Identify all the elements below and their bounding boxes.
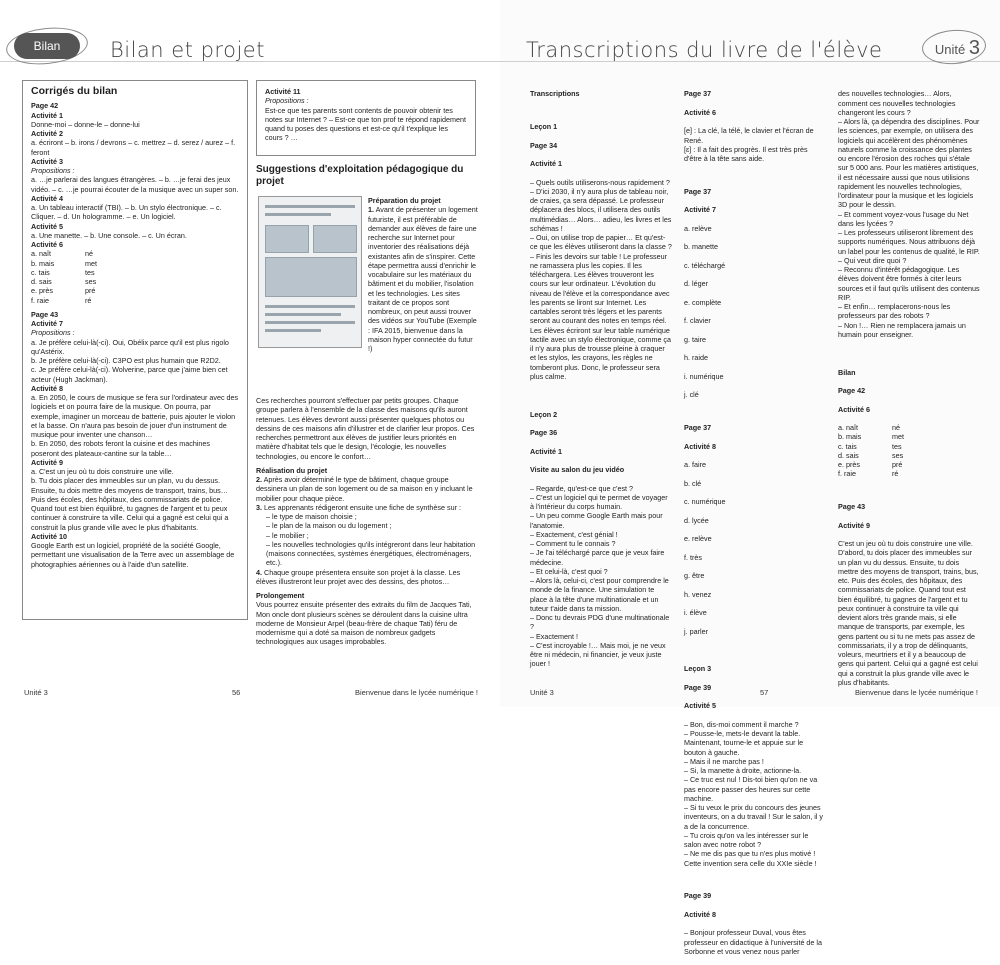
list-item: d. sais ses [31,277,97,286]
answer-text: a. C'est un jeu où tu dois construire une ville. [31,467,174,476]
preparation-block [368,196,478,353]
list-item: d. léger [684,279,708,289]
list-item: j. clé [684,390,699,400]
activity-heading: Activité 8 [684,441,716,451]
propositions-label: Propositions : [31,166,75,175]
propositions-label: Propositions : [31,328,75,338]
answer-text: Est-ce que tes parents sont contents de pouvoir obtenir tes notes sur Internet ? – Est-ce que ton prof te répond rapidement quand tu poses des questions et est-ce qu'il t'explique les cours ? … [265,105,466,143]
paragraph: Ces recherches pourront s'effectuer par petits groupes. Chaque groupe parlera à l'ensemble de la classe des maisons qu'ils auront retenues. Les élèves devront aussi présenter quelques photos ou dessins de ces maisons afin d'illustrer et de clarifier leur propos. Ces recherches permettront aux élèves de justifier leurs priorités en matière d'habitat tels que le design, l'écologie, les nouvelles technologies, ou encore le confort… [256,396,475,461]
right-page-number: 57 [760,688,769,697]
step-4-text: 4. Chaque groupe présentera ensuite son projet à la classe. Les élèves illustreront leur projet avec des dessins, des photos… [256,567,461,586]
answer-text: Google Earth est un logiciel, propriété de la société Google, permettant une visualisation de la Terre avec un assemblage de photographies aériennes ou à l'aide d'un satellite. [31,541,235,569]
transcriptions-column-3 [838,80,980,696]
corriges-box [22,80,248,620]
subsection-heading: Préparation du projet [368,196,441,205]
paragraph: Vous pourrez ensuite présenter des extraits du film de Jacques Tati, Mon oncle dont plusieurs scènes se déroulent dans la cuisine ultra moderne de Monsieur Arpel (beau-frère de chaque Tati) féru de modernisme qui a doté sa maison de nombreux gadgets technologiques aux usages improbables. [256,600,472,647]
list-item: d. lycée [684,515,709,525]
section-heading: Bilan [838,367,856,377]
list-item: h. raide [684,353,708,363]
page-heading: Page 39 [684,682,712,692]
activity-heading: Activité 7 [684,205,716,215]
homophone-list [838,423,980,479]
page-heading: Page 37 [684,423,712,432]
transcript-text: – Regarde, qu'est-ce que c'est ? – C'est un logiciel qui te permet de voyager à l'intérieur du corps humain. – Un peu comme Google Earth mais pour l'anatomie. – Exactement, c'est génial ! – Comment tu le connais ? – Je l'ai téléchargé parce que je veux faire médecine. – Et celui-là, c'est quoi ? – Alors là, celui-ci, c'est pour comprendre le monde de la finance. Une simulation te place à la tête d'une multinationale et un tuteur t'aide dans ta mission. – Donc tu devrais PDG d'une multinationale ? – Exactement ! – C'est incroyable !… Mais moi, je ne veux être ni médecin, ni financier, je veux juste jouer ! [530,483,670,669]
activity-heading: Activité 4 [31,193,63,203]
list-item: f. raie ré [31,295,92,305]
suggestions-title: Suggestions d'exploitation pédagogique du projet [256,164,464,187]
activity-heading: Activité 1 [530,446,562,456]
activity-heading: Activité 5 [684,701,716,711]
transcript-text: – Quels outils utiliserons-nous rapidement ? – D'ici 2030, il n'y aura plus de tableau noir, de craies, ça sera dépassé. Le professeur déplacera des blocs, il utilisera des outils multimédias… Alors… adieu, les livres et les schémas ! – Oui, on utilise trop de papier… Et qu'est-ce que les élèves utiliseront dans la classe ? – Finis les devoirs sur table ! Le professeur ne ramassera plus les copies. Il les téléchargera. Les élèves trouveront les cours sur leur ordinateur. L'évolution du niveau de l'élève et la correspondance avec les parents se liront sur Internet. Les cartables seront très légers et les parents seront au courant des notes en temps réel. Les élèves écriront sur leur table numérique tactile avec un stylo électronique, comme ça il n'y aura plus de trousse pleine à craquer et les stylos, les crayons, les règles ne tomberont plus. Donc, le professeur sera plus calme. [530,177,672,381]
activity-heading: Activité 11 [265,87,301,96]
list-item: b. mais met [838,432,904,442]
page-heading: Page 37 [684,186,712,196]
activity-heading: Activité 8 [684,909,716,919]
right-page-title: Transcriptions du livre de l'élève [526,38,883,62]
transcriptions-column-1 [530,80,672,678]
subsection-heading: Prolongement [256,591,305,600]
left-header [0,0,500,62]
list-item: f. clavier [684,316,711,326]
activity-heading: Activité 2 [31,129,63,138]
step-1-text: 1. Avant de présenter un logement futuriste, il est préférable de demander aux élèves de faire une recherche sur Internet pour inventorier des réalisations déjà existantes afin de s'inspirer. Cette étape permettra aussi d'enrichir le vocabulaire sur les matériaux du bâtiment et du mobilier, l'isolation et les technologies. Les sites traitant de ce propos sont nombreux, on peut aussi trouver des vidéos sur YouTube (Exemple : IFA 2015, bienvenue dans la maison hyper connectée du futur !) [368,205,478,353]
list-item: c. tais tes [31,267,95,277]
transcript-text: des nouvelles technologies… Alors, comment ces nouvelles technologies changeront les cours ? – Alors là, ça dépendra des disciplines. Pour les sciences, par exemple, on utilisera des logiciels qui accélèrent des phénomènes naturels comme la croissance des plantes ou encore l'érosion des roches qui s'étale sur 5 000 ans. Pour les matières artistiques, il est nécessaire aussi que nous utilisions rapidement les nouvelles technologies, l'ordinateur pour la musique et les logiciels 3D pour le dessin. – Et comment voyez-vous l'usage du Net dans les lycées ? – Les professeurs utiliseront librement des supports numériques. Nous attribuons déjà un label pour les contenus de qualité, le RIP. – Qui veut dire quoi ? – Reconnu d'intérêt pédagogique. Les élèves doivent être formés à citer leurs sources et il faut qu'ils utilisent des contenus RIP. – Et enfin… remplacerons-nous les professeurs par des robots ? – Non !… Rien ne remplacera jamais un humain pour enseigner. [838,89,980,339]
answer-text: a. Une manette. – b. Une console. – c. Un écran. [31,230,187,240]
transcript-text: – Bonjour professeur Duval, vous êtes professeur en didactique à l'université de la Sorbonne et vous venez nous parler [684,928,823,956]
subsection-heading: Réalisation du projet [256,465,328,475]
answer-text: a. Je préfère celui-là(-ci). Oui, Obélix parce qu'il est plus rigolo qu'Astérix. [31,337,229,356]
activity-heading: Activité 9 [31,457,63,467]
activity-heading: Activité 3 [31,156,63,166]
page-heading: Page 43 [838,502,866,511]
page-heading: Page 43 [31,309,59,319]
right-page [500,0,1000,956]
activity-heading: Activité 6 [838,404,870,414]
page-heading: Page 42 [838,386,866,395]
activity-heading: Activité 8 [31,383,63,393]
list-item: i. numérique [684,371,724,381]
transcriptions-column-2 [684,80,826,965]
suggestions-body [256,396,478,647]
list-item: a. naît né [31,249,93,259]
page-heading: Page 36 [530,428,558,437]
left-footer-unit: Unité 3 [24,688,48,697]
activity-heading: Activité 10 [31,531,67,541]
activity-heading: Activité 9 [838,520,870,530]
activity-11-box [256,80,476,156]
answer-text: a. …je parlerai des langues étrangères. – b. …je ferai des jeux vidéo. – c. …je pourrai écouter de la musique avec un super son. [31,175,239,194]
left-page-number: 56 [232,688,241,697]
step-3-text: 3. Les apprenants rédigeront ensuite une fiche de synthèse sur : [256,502,461,512]
list-item: – le mobilier ; [266,530,309,540]
list-item: – le type de maison choisie ; [266,512,357,521]
page-heading: Page 42 [31,101,59,111]
answer-text: c. Je préfère celui-là(-ci). Wolverine, parce que j'aime bien cet acteur (Hugh Jackman). [31,365,228,384]
page-heading: Page 34 [530,140,558,150]
list-item: b. clé [684,478,702,488]
list-item: a. faire [684,460,706,469]
list-item: j. parler [684,626,708,636]
list-item: c. téléchargé [684,260,726,270]
list-item: a. relève [684,223,712,233]
lesson-heading: Leçon 3 [684,664,712,674]
list-item: c. tais tes [838,441,902,451]
list-item: b. manette [684,242,718,252]
list-item: c. numérique [684,497,726,506]
propositions-label: Propositions : [265,96,309,106]
section-heading: Transcriptions [530,89,580,99]
list-item: f. très [684,552,702,562]
answer-text: b. Je préfère celui-là(-ci). C3PO est plus humain que R2D2. [31,356,221,365]
left-footer-tagline: Bienvenue dans le lycée numérique ! [355,688,478,697]
list-item: e. près pré [838,460,903,469]
right-footer-unit: Unité 3 [530,688,554,697]
left-page [0,0,500,707]
subtitle: Visite au salon du jeu vidéo [530,465,625,474]
lesson-heading: Leçon 1 [530,122,558,131]
answer-text: b. Tu dois placer des immeubles sur un plan, vu du dessus. Ensuite, tu dois mettre des moyens de transport, trains, bus… Puis des écoles, des hôpitaux, des commissariats de police. Quand tout est bien équilibré, tu gagnes de l'argent et tu peux continuer à construire ta ville. Celui qui a gagné est celui qui a construit la plus grande ville avec le plus d'habitants. [31,476,229,532]
answer-text: a. écriront – b. irons / devrons – c. mettrez – d. serez / aurez – f. feront [31,138,236,157]
corriges-title: Corrigés du bilan [31,85,118,97]
left-page-title: Bilan et projet [110,38,265,62]
activity-heading: Activité 6 [31,240,63,249]
answer-text: a. En 2050, le cours de musique se fera sur l'ordinateur avec des logiciels et on pourra faire de la musique. On pourra, par exemple, imaginer un morceau de batterie, puis ajouter le violon et la basse. On n'aura pas besoin de jouer d'un instrument de musique pour inventer une chanson… [31,393,239,439]
list-item: e. relève [684,534,712,543]
activity-heading: Activité 5 [31,221,63,231]
activity-heading: Activité 1 [530,159,562,168]
list-item: – les nouvelles technologies qu'ils intégreront dans leur habitation (maisons connectées, systèmes énergétiques, électroménagers, etc.). [266,539,476,568]
list-item: e. complète [684,297,722,307]
project-page-thumbnail [258,196,362,348]
transcript-text: C'est un jeu où tu dois construire une ville. D'abord, tu dois placer des immeubles sur un plan vu du dessus. Ensuite, tu dois mettre des moyens de transport, trains, bus, etc. Puis des écoles, des hôpitaux, des commissariats de police. Quand tout est bien équilibré, tu gagnes de l'argent et tu peux continuer à construire ta ville qui devient alors très grande mais, si elle manque de transports, par exemple, les gens partent ou si tu ne mets pas assez de commissariats, il y a trop de délinquants, voleurs, meurtriers et il y a beaucoup de gens qui partent. Celui qui a gagné est celui qui a construit la plus grande ville avec le plus d'habitants. [838,539,979,687]
activity-heading: Activité 6 [684,107,716,117]
list-item: e. près pré [31,286,96,296]
list-item: f. raie ré [838,469,899,479]
list-item: i. élève [684,608,707,617]
right-footer-tagline: Bienvenue dans le lycée numérique ! [855,688,978,697]
answer-text: b. En 2050, des robots feront la cuisine et des machines poseront des plateaux-cantine sur la table… [31,439,210,458]
right-header [500,0,1000,62]
answer-text: Donne-moi – donne-le – donne-lui [31,119,140,129]
list-item: b. mais met [31,258,97,268]
list-item: g. être [684,571,705,580]
list-item: h. venez [684,589,712,599]
page-heading: Page 39 [684,891,712,901]
page-heading: Page 37 [684,89,712,99]
list-item: d. sais ses [838,450,904,460]
answer-text: a. Un tableau interactif (TBI). – b. Un stylo électronique. – c. Cliquer. – d. Un hologramme. – e. Un logiciel. [31,203,222,222]
transcript-text: – Bon, dis-moi comment il marche ? – Pousse-le, mets-le devant la table. Maintenant, tourne-le et appuie sur le bouton à gauche. – Mais il ne marche pas ! – Si, la manette à droite, actionne-la. – Ce truc est nul ! Dis-toi bien qu'on ne va pas encore passer des heures sur cette machine. – Si tu veux le prix du concours des jeunes inventeurs, on a du travail ! Sur le salon, il y a de la concurrence. – Tu crois qu'on va les intéresser sur le salon avec notre robot ? – Ne me dis pas que tu n'es plus motivé ! Cette invention sera celle du XXIe siècle ! [684,719,824,868]
transcript-text: [e] : La clé, la télé, le clavier et l'écran de René. [ɛ] : Il a fait des progrès. Il est très près d'être à la tête sans aide. [684,126,814,163]
activity-heading: Activité 1 [31,110,63,120]
list-item: g. taire [684,334,706,344]
bilan-badge: Bilan [14,33,80,59]
step-2-text: 2. Après avoir déterminé le type de bâtiment, chaque groupe dessinera un plan de son logement ou de sa maison en y incluant le mobilier pour chaque pièce. [256,475,473,503]
unit-tag: Unité 3 [934,37,980,59]
list-item: a. naît né [838,423,900,432]
suggestions-section [256,164,478,193]
activity-heading: Activité 7 [31,319,63,328]
homophone-list [31,249,239,305]
list-item: – le plan de la maison ou du logement ; [266,521,392,531]
lesson-heading: Leçon 2 [530,409,558,419]
